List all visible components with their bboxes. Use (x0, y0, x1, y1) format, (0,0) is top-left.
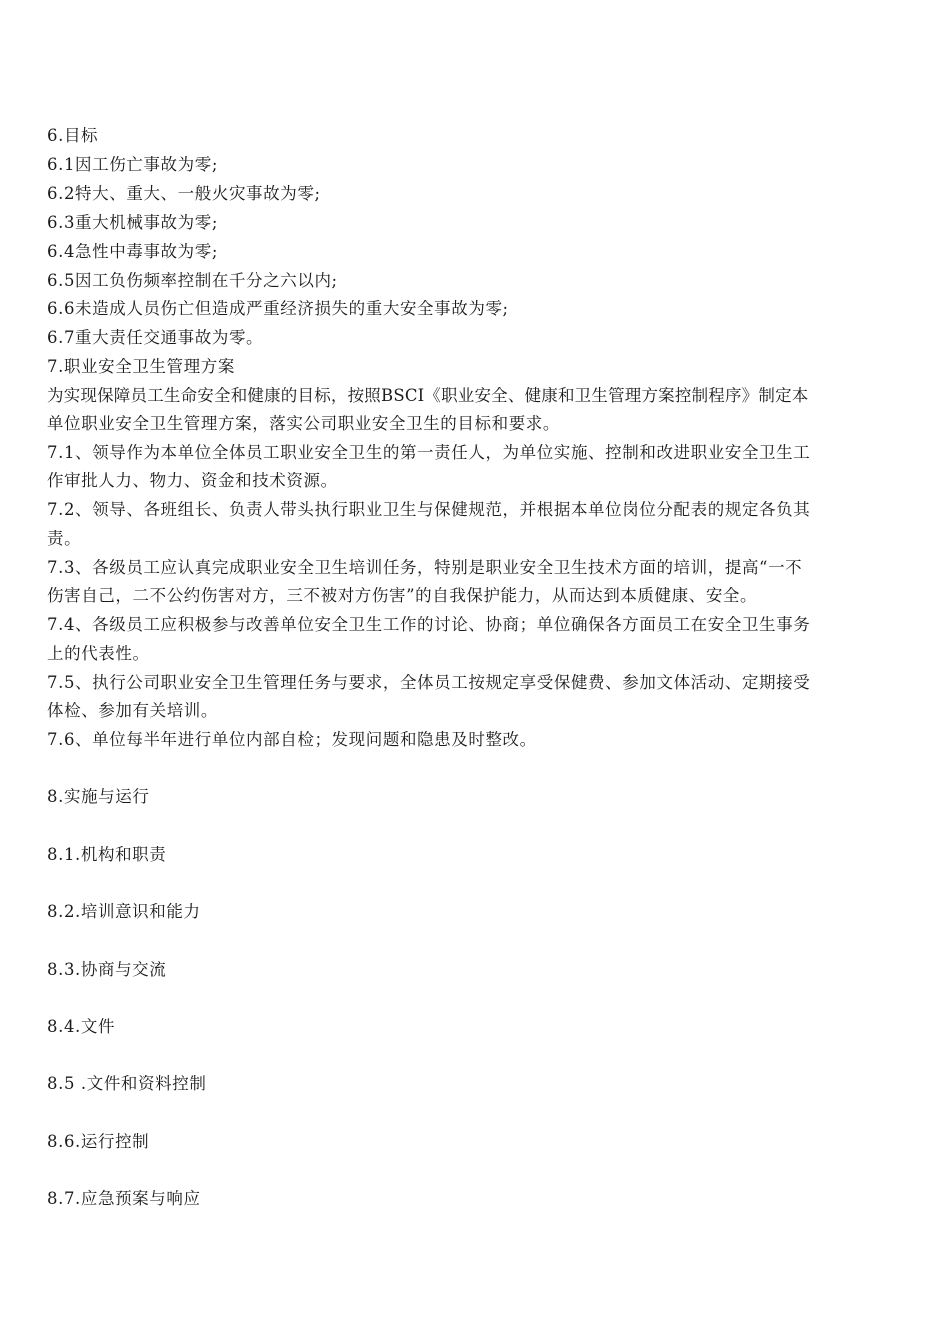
section6-item: 6.6未造成人员伤亡但造成严重经济损失的重大安全事故为零; (47, 299, 509, 318)
section8-item: 8.3.协商与交流 (47, 960, 167, 979)
section7-item-line: 体检、参加有关培训。 (47, 701, 218, 720)
section7-item-line: 7.3、各级员工应认真完成职业安全卫生培训任务，特别是职业安全卫生技术方面的培训，提高“一不 (47, 558, 803, 577)
section6-item: 6.1因工伤亡事故为零; (47, 155, 218, 174)
section7-intro-line: 单位职业安全卫生管理方案，落实公司职业安全卫生的目标和要求。 (47, 414, 560, 433)
section7-item-line: 7.1、领导作为本单位全体员工职业安全卫生的第一责任人，为单位实施、控制和改进职业安全卫生工 (47, 443, 811, 462)
section6-item: 6.4急性中毒事故为零; (47, 242, 218, 261)
section7-intro-line: 为实现保障员工生命安全和健康的目标，按照BSCI《职业安全、健康和卫生管理方案控制程序》制定本 (47, 386, 809, 405)
section7-item-line: 作审批人力、物力、资金和技术资源。 (47, 471, 338, 490)
section6-item: 6.5因工负伤频率控制在千分之六以内; (47, 271, 338, 290)
section7-item-line: 7.5、执行公司职业安全卫生管理任务与要求，全体员工按规定享受保健费、参加文体活动、定期接受 (47, 673, 811, 692)
section6-item: 6.3重大机械事故为零; (47, 213, 218, 232)
section7-heading: 7.职业安全卫生管理方案 (47, 357, 235, 376)
section8-item: 8.7.应急预案与响应 (47, 1189, 201, 1208)
section7-item-line: 伤害自己，二不公约伤害对方，三不被对方伤害”的自我保护能力，从而达到本质健康、安全。 (47, 586, 758, 605)
section6-item: 6.7重大责任交通事故为零。 (47, 328, 264, 347)
section8-item: 8.5 .文件和资料控制 (47, 1074, 207, 1093)
section6-item: 6.2特大、重大、一般火灾事故为零; (47, 184, 321, 203)
section8-item: 8.6.运行控制 (47, 1132, 150, 1151)
section7-item-line: 7.2、领导、各班组长、负责人带头执行职业卫生与保健规范，并根据本单位岗位分配表的规定各负其 (47, 500, 811, 519)
section6-heading: 6.目标 (47, 126, 99, 145)
section8-heading: 8.实施与运行 (47, 787, 150, 806)
section8-item: 8.4.文件 (47, 1017, 116, 1036)
section7-item-line: 7.6、单位每半年进行单位内部自检；发现问题和隐患及时整改。 (47, 730, 537, 749)
section7-item-line: 7.4、各级员工应积极参与改善单位安全卫生工作的讨论、协商；单位确保各方面员工在安全卫生事务 (47, 615, 811, 634)
section8-item: 8.1.机构和职责 (47, 845, 167, 864)
section8-item: 8.2.培训意识和能力 (47, 902, 201, 921)
section7-item-line: 上的代表性。 (47, 644, 150, 663)
section7-item-line: 责。 (47, 529, 82, 548)
